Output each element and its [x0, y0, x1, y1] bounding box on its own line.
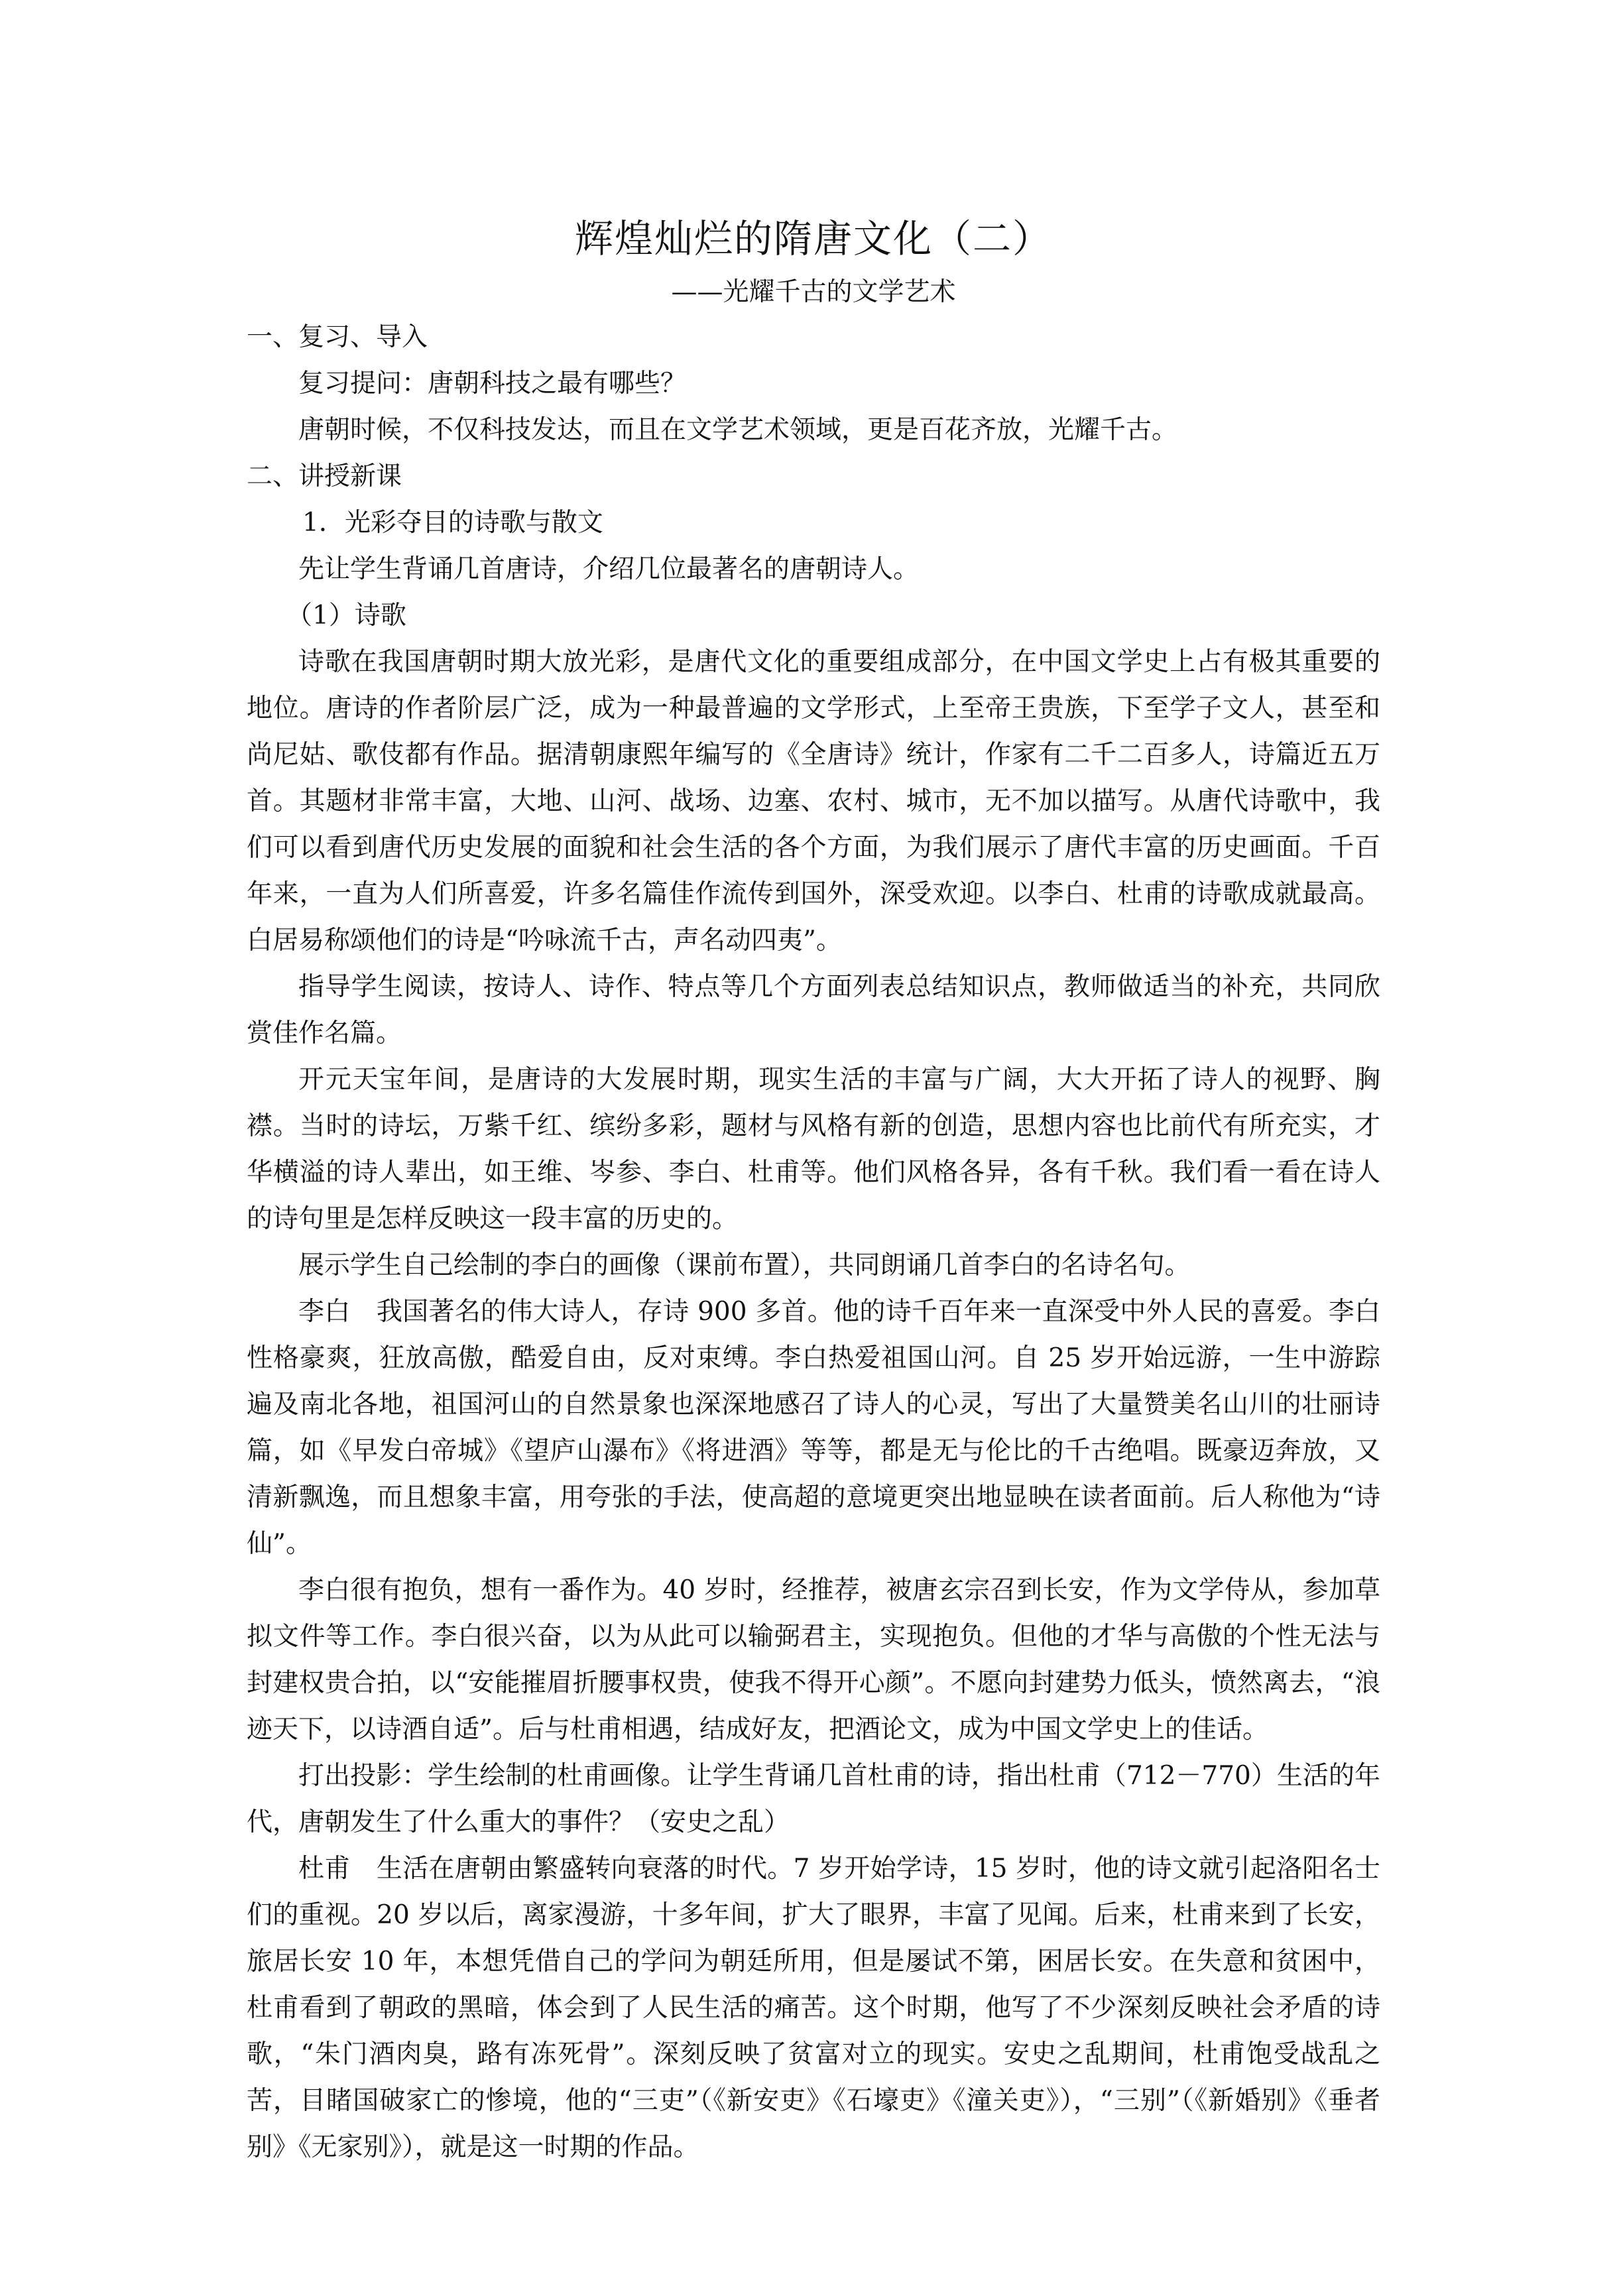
- paragraph-intro: 唐朝时候，不仅科技发达，而且在文学艺术领域，更是百花齐放，光耀千古。: [298, 415, 1178, 445]
- paragraph-dufu-projection: 打出投影：学生绘制的杜甫画像。让学生背诵几首杜甫的诗，指出杜甫（712－770）生活的年代，唐朝发生了什么重大的事件？（安史之乱）: [247, 1761, 1380, 1837]
- paragraph-libai-2: 李白很有抱负，想有一番作为。40 岁时，经推荐，被唐玄宗召到长安，作为文学侍从，参加草拟文件等工作。李白很兴奋，以为从此可以输弼君主，实现抱负。但他的才华与高傲的个性无法与封建权贵合拍，以“安能摧眉折腰事权贵，使我不得开心颜”。不愿向封建势力低头，愤然离去，“浪迹天下，以诗酒自适”。后与杜甫相遇，结成好友，把酒论文，成为中国文学史上的佳话。: [247, 1575, 1380, 1744]
- paragraph-poetry: 诗歌在我国唐朝时期大放光彩，是唐代文化的重要组成部分，在中国文学史上占有极其重要的地位。唐诗的作者阶层广泛，成为一种最普遍的文学形式，上至帝王贵族，下至学子文人，甚至和尚尼姑、歌伎都有作品。据清朝康熙年编写的《全唐诗》统计，作家有二千二百多人，诗篇近五万首。其题材非常丰富，大地、山河、战场、边塞、农村、城市，无不加以描写。从唐代诗歌中，我们可以看到唐代历史发展的面貌和社会生活的各个方面，为我们展示了唐代丰富的历史画面。千百年来，一直为人们所喜爱，许多名篇佳作流传到国外，深受欢迎。以李白、杜甫的诗歌成就最高。白居易称颂他们的诗是“吟咏流千古，声名动四夷”。: [247, 647, 1380, 955]
- paragraph-review-question: 复习提问：唐朝科技之最有哪些？: [298, 369, 687, 398]
- paragraph-guide: 指导学生阅读，按诗人、诗作、特点等几个方面列表总结知识点，教师做适当的补充，共同欣赏佳作名篇。: [247, 972, 1380, 1048]
- section-heading-review: 一、复习、导入: [247, 322, 428, 352]
- subsection-heading-poetry-prose: 1．光彩夺目的诗歌与散文: [302, 508, 603, 538]
- page-title: 辉煌灿烂的隋唐文化（二）: [574, 216, 1052, 261]
- paragraph-dufu: 杜甫 生活在唐朝由繁盛转向衰落的时代。7 岁开始学诗，15 岁时，他的诗文就引起洛阳名士们的重视。20 岁以后，离家漫游，十多年间，扩大了眼界，丰富了见闻。后来，杜甫来到了长安，旅居长安 10 年，本想凭借自己的学问为朝廷所用，但是屡试不第，困居长安。在失意和贫困中，杜甫看到了朝政的黑暗，体会到了人民生活的痛苦。这个时期，他写了不少深刻反映社会矛盾的诗歌，“朱门酒肉臭，路有冻死骨”。深刻反映了贫富对立的现实。安史之乱期间，杜甫饱受战乱之苦，目睹国破家亡的惨境，他的“三吏”（《新安吏》《石壕吏》《潼关吏》），“三别”（《新婚别》《垂者别》《无家别》），就是这一时期的作品。: [247, 1854, 1380, 2162]
- document-body: [247, 211, 1380, 2171]
- paragraph-recite: 先让学生背诵几首唐诗，介绍几位最著名的唐朝诗人。: [298, 554, 920, 584]
- paragraph-libai-1: 李白 我国著名的伟大诗人，存诗 900 多首。他的诗千百年来一直深受中外人民的喜爱。李白性格豪爽，狂放高傲，酷爱自由，反对束缚。李白热爱祖国山河。自 25 岁开始远游，一生中游踪遍及南北各地，祖国河山的自然景象也深深地感召了诗人的心灵，写出了大量赞美名山川的壮丽诗篇，如《早发白帝城》《望庐山瀑布》《将进酒》等等，都是无与伦比的千古绝唱。既豪迈奔放，又清新飘逸，而且想象丰富，用夸张的手法，使高超的意境更突出地显映在读者面前。后人称他为“诗仙”。: [247, 1297, 1380, 1559]
- section-heading-new-lesson: 二、讲授新课: [247, 461, 402, 491]
- paragraph-kaiyuan: 开元天宝年间，是唐诗的大发展时期，现实生活的丰富与广阔，大大开拓了诗人的视野、胸襟。当时的诗坛，万紫千红、缤纷多彩，题材与风格有新的创造，思想内容也比前代有所充实，才华横溢的诗人辈出，如王维、岑参、李白、杜甫等。他们风格各异，各有千秋。我们看一看在诗人的诗句里是怎样反映这一段丰富的历史的。: [247, 1065, 1380, 1234]
- subsubsection-heading-poetry: （1）诗歌: [286, 601, 406, 631]
- page-subtitle: ——光耀千古的文学艺术: [671, 277, 956, 307]
- paragraph-show-portrait: 展示学生自己绘制的李白的画像（课前布置），共同朗诵几首李白的名诗名句。: [298, 1250, 1191, 1280]
